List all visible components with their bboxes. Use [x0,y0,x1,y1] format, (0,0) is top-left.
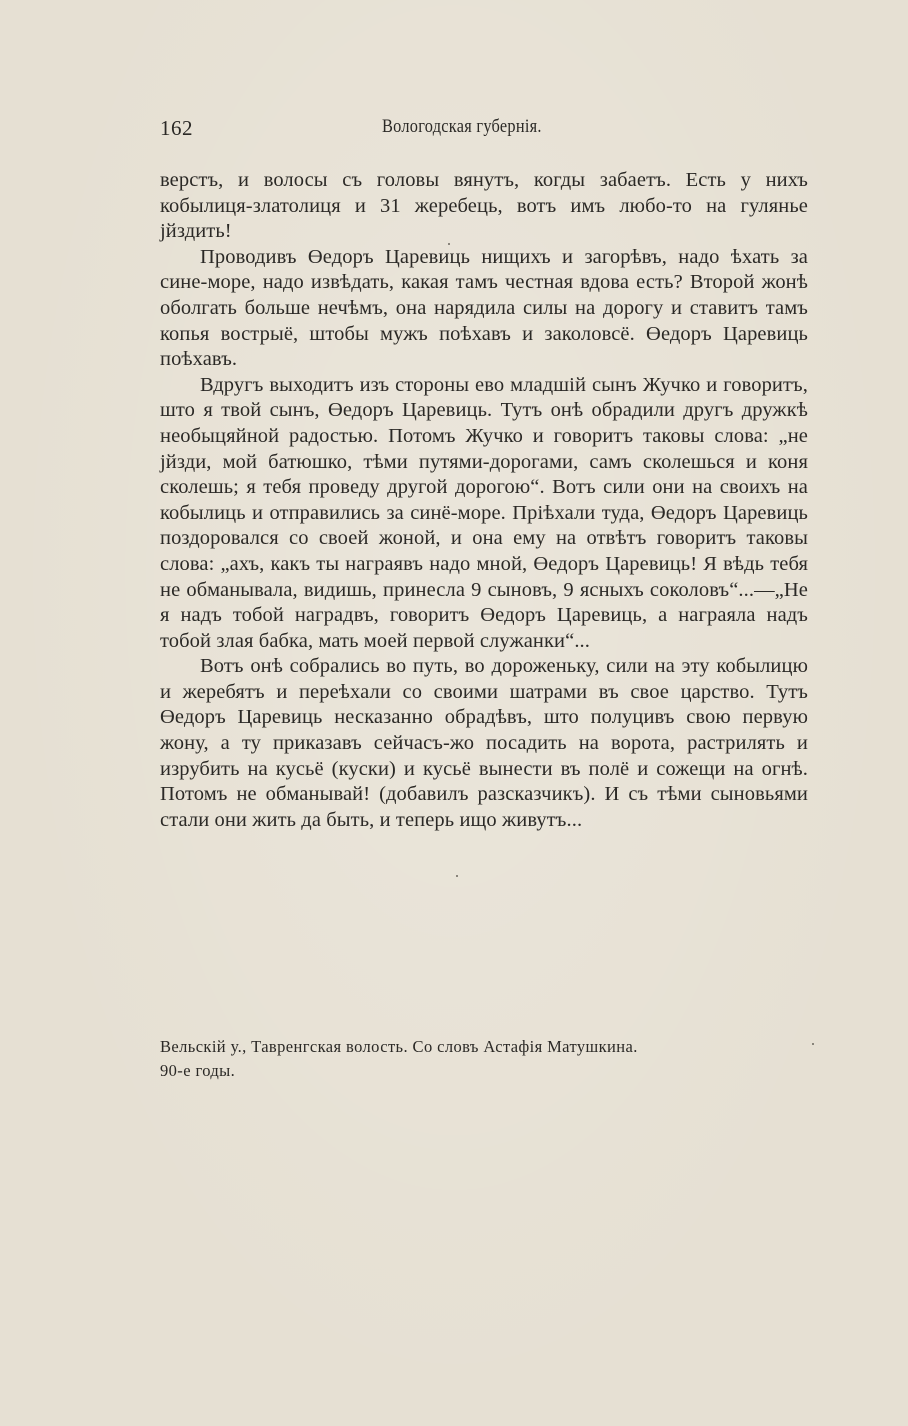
paragraph-3: Вдругъ выходитъ изъ стороны ево младшій сынъ Жучко и говоритъ, што я твой сынъ, Өедоръ Царевиць. Тутъ онѣ обрадили другъ дружкѣ необыцяйной радостью. Потомъ Жучко и говоритъ таковы слова: „не јйзди, мой батюшко, тѣми путями-дорогами, самъ сколешься и коня сколешь; я тебя проведу другой дорогою“. Вотъ сили они на своихъ на кобылиць и отправились за синё-море. Пріѣхали туда, Өедоръ Царевиць поздоровался со своей жоной, и она ему на отвѣтъ говоритъ таковы слова: „ахъ, какъ ты награявъ надо мной, Өедоръ Царевиць! Я вѣдь тебя не обманывала, видишь, принесла 9 сыновъ, 9 ясныхъ соколовъ“...—„Не я надъ тобой наградвъ, говоритъ Өедоръ Царевиць, а награяла надъ тобой злая бабка, мать моей первой служанки“... [160,373,808,652]
running-title: Вологодская губернія. [382,116,542,137]
source-note [160,1035,808,1083]
paragraph-1: верстъ, и волосы съ головы вянутъ, когды забаетъ. Есть у нихъ кобылиця-златолиця и 31 жеребець, вотъ имъ любо-то на гулянье јйздить! [160,169,808,243]
paragraph-4: Вотъ онѣ собрались во путь, во дороженьку, сили на эту кобылицю и жеребятъ и переѣхали со своими шатрами въ свое царство. Тутъ Өедоръ Царевиць несказанно обрадѣвъ, што полуцивъ свою первую жону, а ту приказавъ сейчасъ-жо посадить на ворота, растрилять и изрубить на кусьё (куски) и кусьё вынести въ полё и сожещи на огнѣ. Потомъ не обманывай! (добавилъ разсказчикъ). И съ тѣми сыновьями стали они жить да быть, и теперь ищо живутъ... [160,655,808,831]
page-header [160,116,808,146]
page-number: 162 [160,116,193,140]
body-text [160,168,808,833]
source-note-line-1: Вельскій у., Тавренгская волость. Со словъ Астафія Матушкина. [160,1037,638,1056]
print-speck [456,875,458,877]
print-speck [448,243,450,245]
print-speck [812,1043,814,1045]
source-note-line-2: 90-е годы. [160,1061,236,1080]
paragraph-2: Проводивъ Өедоръ Царевиць нищихъ и загорѣвъ, надо ѣхать за сине-море, надо извѣдать, какая тамъ честная вдова есть? Второй жонѣ оболгать больше нечѣмъ, она нарядила силы на дорогу и ставитъ тамъ копья вострыё, штобы мужъ поѣхавъ и заколовсё. Өедоръ Царевиць поѣхавъ. [160,245,808,371]
